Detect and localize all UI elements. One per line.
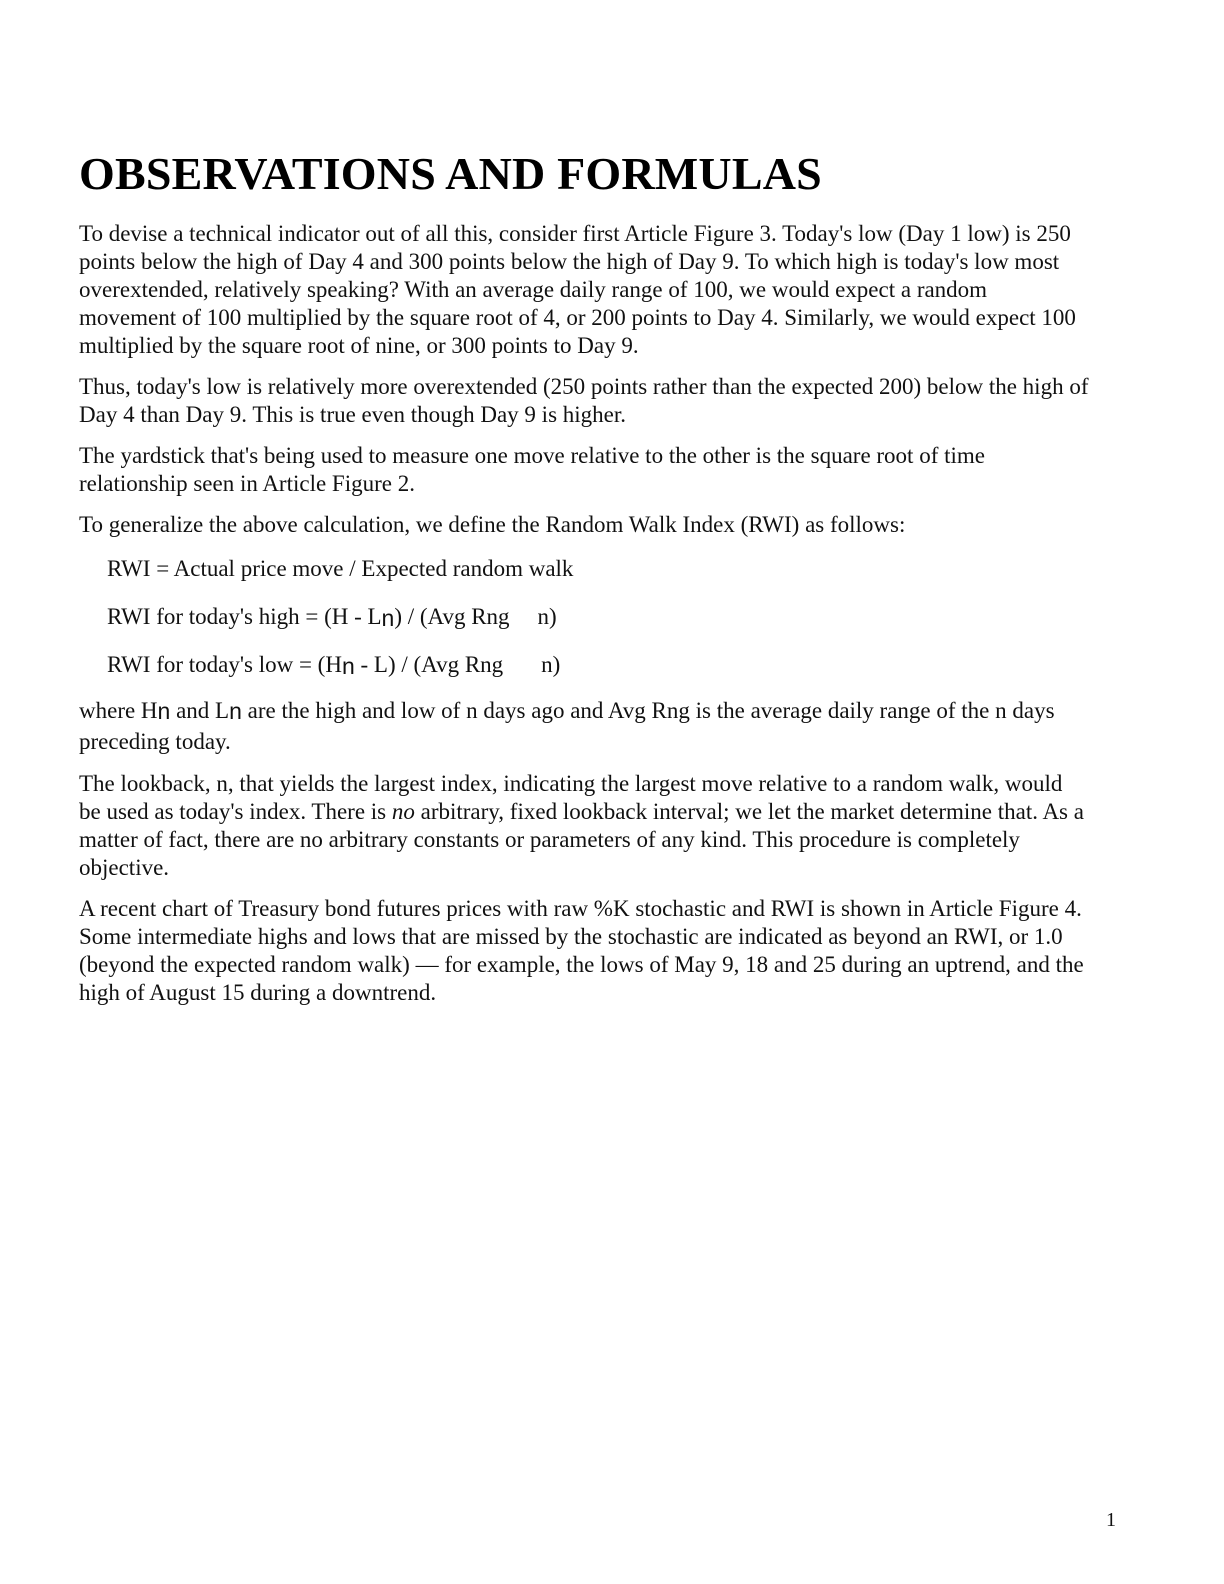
formula-rwi-high [107,599,1089,634]
formula-high-part-1: RWI for today's high = (H - L [107,604,382,629]
paragraph-overextended: Thus, today's low is relatively more overextended (250 points rather than the expected 200) below the high of Day 4 than Day 9. This is true even though Day 9 is higher. [79,374,1089,427]
where-h-subscript: n [157,698,171,724]
formula-low-part-3: n) [541,652,561,677]
formula-low-part-2: - L) / (Avg Rng [354,652,504,677]
page-number: 1 [1106,1509,1116,1531]
lookback-emphasis: no [391,799,415,824]
formula-low-part-1: RWI for today's low = (H [107,652,342,677]
page-title: OBSERVATIONS AND FORMULAS [79,148,822,199]
formula-rwi-general [107,552,1089,586]
paragraph-treasury-chart: A recent chart of Treasury bond futures prices with raw %K stochastic and RWI is shown in Article Figure 4. Some intermediate highs and lows that are missed by the stochastic are indicated as beyond an RWI, or 1.0 (beyond the expected random walk) — for example, the lows of May 9, 18 and 25 during an uptrend, and the high of August 15 during a downtrend. [79,896,1084,1005]
where-part-1: where H [79,698,158,723]
formula-high-subscript: n [381,605,395,631]
paragraph-rwi-definition: To generalize the above calculation, we define the Random Walk Index (RWI) as follows: [79,512,906,537]
where-l-subscript: n [229,698,242,724]
paragraph-lookback [79,770,1089,882]
paragraph-article-figure-3: To devise a technical indicator out of all this, consider first Article Figure 3. Today's low (Day 1 low) is 250 points below the high of Day 4 and 300 points below the high of Day 9. To which high is today's low most overextended, relatively speaking? With an average daily range of 100, we would expect a random movement of 100 multiplied by the square root of 4, or 200 points to Day 4. Similarly, we would expect 100 multiplied by the square root of nine, or 300 points to Day 9. [79,221,1076,358]
formula-low-subscript: n [341,653,355,679]
formula-rwi-general-text: RWI = Actual price move / Expected random walk [107,556,574,581]
lookback-part-2: arbitrary, fixed lookback interval; we let the market determine that. As a matter of fact, there are no arbitrary constants or parameters of any kind. This procedure is completely objective. [79,799,1084,880]
formula-high-part-2: ) / (Avg Rng [394,604,510,629]
document-body [79,148,1089,1020]
paragraph-where [79,695,1089,757]
formula-rwi-low [107,647,1089,682]
paragraph-yardstick: The yardstick that's being used to measure one move relative to the other is the square root of time relationship seen in Article Figure 2. [79,443,985,496]
where-part-3: are the high and low of n days ago and Avg Rng is the average daily range of the n days preceding today. [79,698,1055,754]
where-part-2: and L [170,698,230,723]
formula-high-part-3: n) [537,604,557,629]
lookback-part-1: The lookback, n, that yields the largest index, indicating the largest move relative to a random walk, would be used as today's index. There is [79,771,1063,824]
